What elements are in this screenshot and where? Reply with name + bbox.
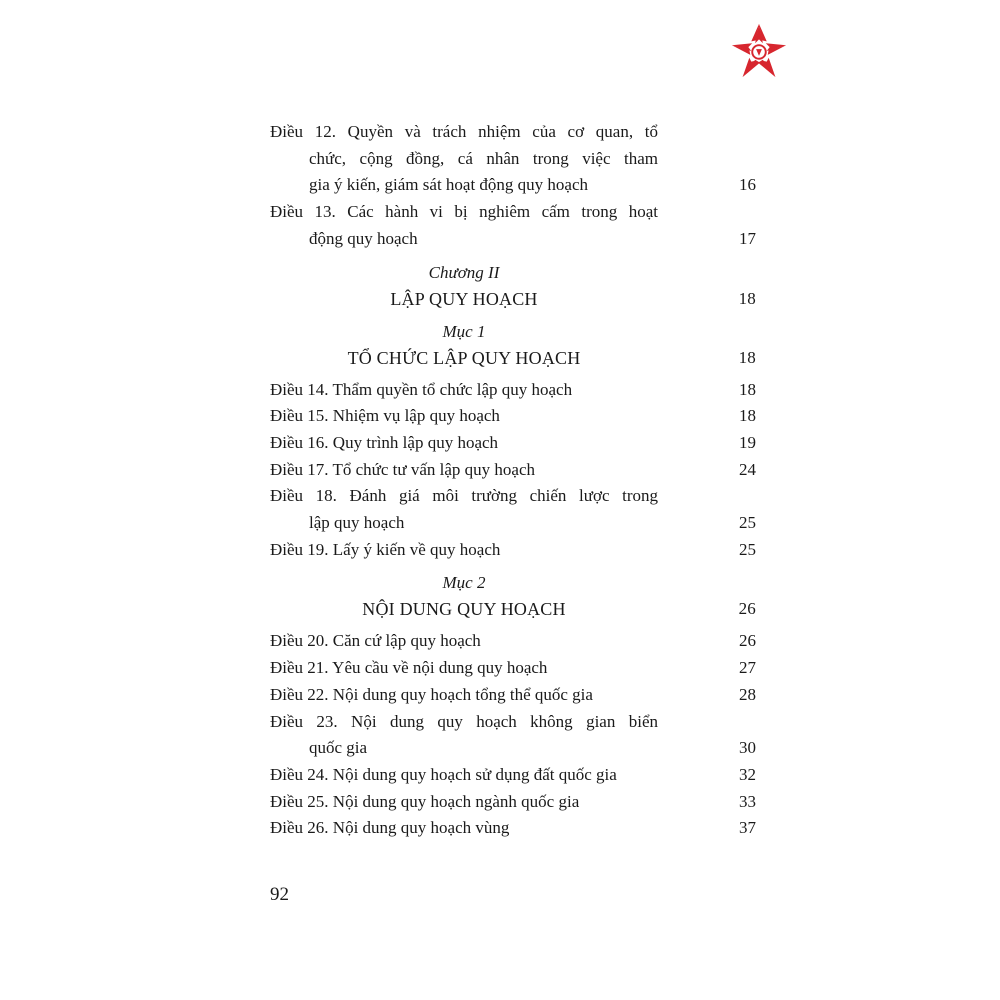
entry-text: Điều 26. Nội dung quy hoạch vùng [270, 818, 510, 838]
page-number: 92 [270, 884, 289, 905]
toc-entry-article-26[interactable] [270, 815, 770, 842]
toc-entry-article-17[interactable] [270, 457, 770, 484]
entry-text: Điều 16. Quy trình lập quy hoạch [270, 432, 499, 452]
page-ref: 37 [739, 818, 756, 838]
chapter-label: Chương II [428, 262, 500, 282]
toc-entry-article-25[interactable] [270, 789, 770, 816]
page-ref: 18 [738, 347, 756, 367]
entry-text: động quy hoạch [309, 228, 418, 248]
entry-text: Điều 23. Nội dung quy hoạch không gian biển [270, 711, 658, 731]
toc-entry-article-23[interactable] [270, 709, 770, 762]
toc-entry-article-14[interactable] [270, 377, 770, 404]
toc-entry-article-13[interactable] [270, 199, 770, 252]
toc-entry-article-15[interactable] [270, 403, 770, 430]
section-title-text: TỔ CHỨC LẬP QUY HOẠCH [347, 347, 581, 368]
page-ref: 24 [739, 459, 756, 479]
entry-text: quốc gia [309, 738, 368, 758]
page-ref: 19 [739, 432, 756, 452]
chapter-title-text: LẬP QUY HOẠCH [390, 288, 538, 309]
page-ref: 32 [739, 764, 756, 784]
toc-entry-article-20[interactable] [270, 628, 770, 655]
page-ref: 17 [739, 228, 756, 248]
entry-text: Điều 12. Quyền và trách nhiệm của cơ quan, tổ [270, 122, 658, 141]
toc-entry-article-22[interactable] [270, 682, 770, 709]
section-title-text: NỘI DUNG QUY HOẠCH [362, 599, 566, 620]
entry-text: Điều 19. Lấy ý kiến về quy hoạch [270, 539, 501, 559]
toc-entry-article-18[interactable] [270, 483, 770, 536]
entry-text: Điều 15. Nhiệm vụ lập quy hoạch [270, 406, 500, 426]
section-label: Mục 1 [442, 321, 486, 341]
entry-text: Điều 18. Đánh giá môi trường chiến lược trong [270, 486, 658, 506]
page-ref: 25 [739, 539, 756, 559]
toc-entry-article-12[interactable] [270, 119, 770, 199]
page-ref: 25 [739, 513, 756, 533]
publisher-star-logo-icon [730, 22, 788, 80]
toc-entry-article-21[interactable] [270, 655, 770, 682]
toc-entry-article-24[interactable] [270, 762, 770, 789]
entry-text: Điều 13. Các hành vi bị nghiêm cấm trong hoạt [270, 202, 658, 222]
chapter-title[interactable] [270, 286, 756, 312]
entry-text: gia ý kiến, giám sát hoạt động quy hoạch [309, 175, 589, 195]
entry-text: Điều 14. Thẩm quyền tổ chức lập quy hoạch [270, 379, 573, 399]
section-title[interactable] [270, 596, 756, 622]
entry-text: chức, cộng đồng, cá nhân trong việc tham [309, 148, 658, 168]
entry-text: Điều 24. Nội dung quy hoạch sử dụng đất quốc gia [270, 764, 617, 784]
page-ref: 26 [738, 599, 756, 619]
entry-text: Điều 17. Tổ chức tư vấn lập quy hoạch [270, 459, 536, 479]
toc-entry-article-16[interactable] [270, 430, 770, 457]
entry-text: Điều 21. Yêu cầu về nội dung quy hoạch [270, 658, 548, 678]
page-ref: 18 [738, 288, 756, 308]
toc-entry-article-19[interactable] [270, 537, 770, 564]
page-ref: 16 [739, 175, 756, 195]
page-ref: 18 [739, 406, 756, 426]
section-label: Mục 2 [442, 573, 486, 593]
page-ref: 18 [739, 379, 756, 399]
page-ref: 33 [739, 791, 756, 811]
entry-text: Điều 22. Nội dung quy hoạch tổng thể quốc gia [270, 684, 593, 704]
entry-text: Điều 20. Căn cứ lập quy hoạch [270, 631, 481, 651]
entry-text: Điều 25. Nội dung quy hoạch ngành quốc gia [270, 791, 580, 811]
entry-text: lập quy hoạch [309, 513, 405, 533]
table-of-contents [270, 119, 770, 842]
section-title[interactable] [270, 345, 756, 371]
page-ref: 27 [739, 658, 756, 678]
page-ref: 28 [739, 684, 756, 704]
page-ref: 30 [739, 738, 756, 758]
page-ref: 26 [739, 631, 756, 651]
